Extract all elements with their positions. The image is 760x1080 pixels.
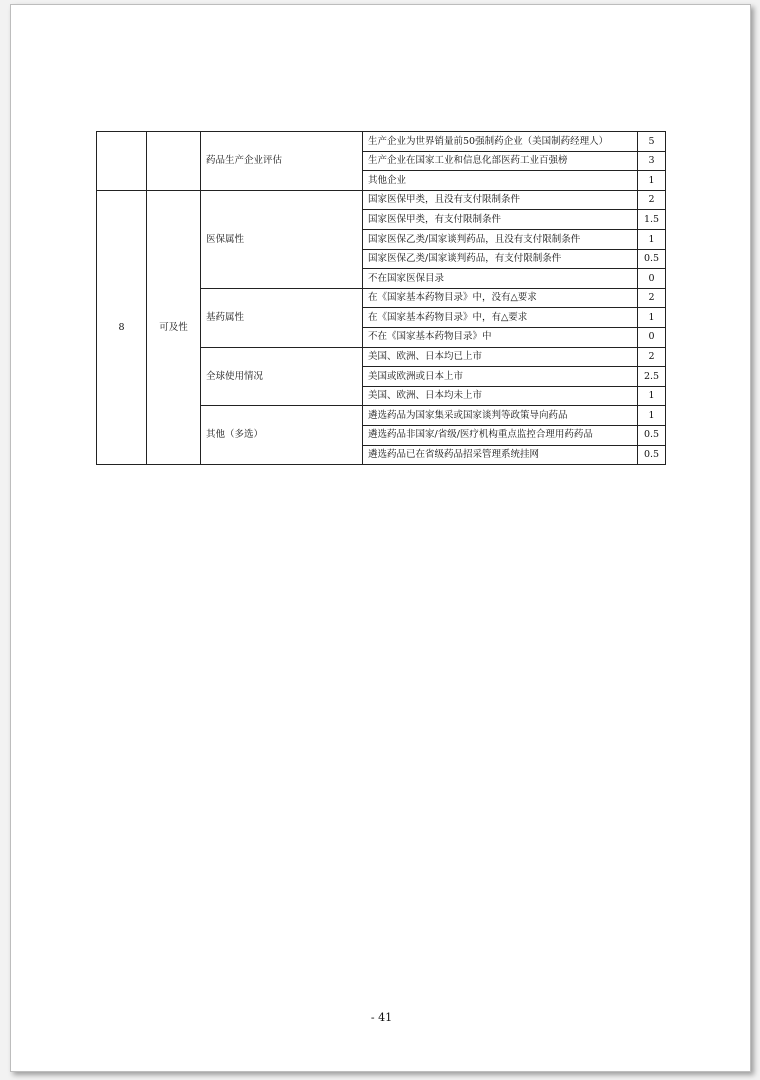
condition-cell: 美国、欧洲、日本均已上市: [363, 347, 638, 367]
score-cell: 0: [638, 327, 666, 347]
document-page: [10, 4, 751, 1072]
condition-cell: 遴选药品已在省级药品招采管理系统挂网: [363, 445, 638, 465]
dimension-cell: 可及性: [147, 190, 201, 464]
score-cell: 2: [638, 288, 666, 308]
condition-cell: 国家医保甲类，有支付限制条件: [363, 210, 638, 230]
score-cell: 1: [638, 171, 666, 191]
score-cell: 3: [638, 151, 666, 171]
condition-cell: 在《国家基本药物目录》中，没有△要求: [363, 288, 638, 308]
score-cell: 1: [638, 229, 666, 249]
dimension-cell: [147, 132, 201, 191]
evaluation-score-table: [96, 131, 666, 465]
sub-category-cell: 药品生产企业评估: [201, 132, 363, 191]
item-number-cell: [97, 132, 147, 191]
condition-cell: 生产企业在国家工业和信息化部医药工业百强榜: [363, 151, 638, 171]
sub-category-cell: 其他（多选）: [201, 406, 363, 465]
item-number-cell: 8: [97, 190, 147, 464]
condition-cell: 国家医保乙类/国家谈判药品，有支付限制条件: [363, 249, 638, 269]
score-cell: 1: [638, 308, 666, 328]
score-cell: 1.5: [638, 210, 666, 230]
page-number: - 41: [370, 1011, 393, 1024]
score-cell: 1: [638, 386, 666, 406]
condition-cell: 国家医保甲类，且没有支付限制条件: [363, 190, 638, 210]
sub-category-cell: 全球使用情况: [201, 347, 363, 406]
sub-category-cell: 医保属性: [201, 190, 363, 288]
condition-cell: 生产企业为世界销量前50强制药企业（美国制药经理人）: [363, 132, 638, 152]
table-body: [97, 132, 666, 465]
sub-category-cell: 基药属性: [201, 288, 363, 347]
condition-cell: 美国、欧洲、日本均未上市: [363, 386, 638, 406]
score-cell: 1: [638, 406, 666, 426]
condition-cell: 在《国家基本药物目录》中，有△要求: [363, 308, 638, 328]
score-cell: 0.5: [638, 425, 666, 445]
table-row: [97, 132, 666, 152]
condition-cell: 国家医保乙类/国家谈判药品，且没有支付限制条件: [363, 229, 638, 249]
condition-cell: 遴选药品非国家/省级/医疗机构重点监控合理用药药品: [363, 425, 638, 445]
score-cell: 5: [638, 132, 666, 152]
score-cell: 0.5: [638, 445, 666, 465]
condition-cell: 不在国家医保目录: [363, 269, 638, 289]
condition-cell: 其他企业: [363, 171, 638, 191]
condition-cell: 美国或欧洲或日本上市: [363, 367, 638, 387]
score-cell: 0: [638, 269, 666, 289]
score-cell: 2: [638, 347, 666, 367]
score-cell: 2: [638, 190, 666, 210]
score-cell: 0.5: [638, 249, 666, 269]
score-cell: 2.5: [638, 367, 666, 387]
condition-cell: 遴选药品为国家集采或国家谈判等政策导向药品: [363, 406, 638, 426]
table-row: [97, 190, 666, 210]
condition-cell: 不在《国家基本药物目录》中: [363, 327, 638, 347]
